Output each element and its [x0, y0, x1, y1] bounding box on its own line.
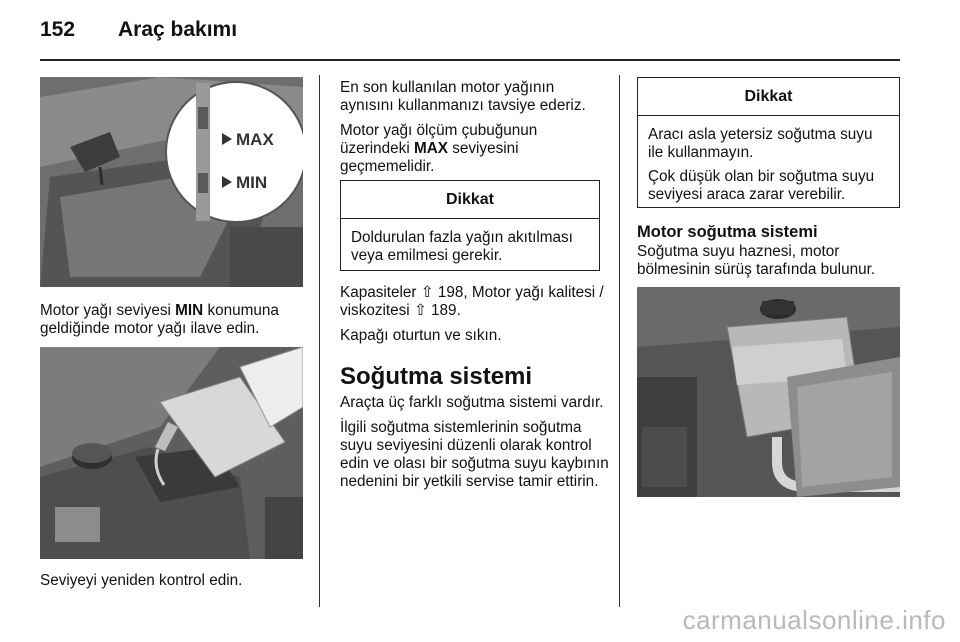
notice-box-2: [637, 77, 900, 208]
paragraph-max-level-max: MAX: [413, 140, 448, 157]
header-rule: [40, 59, 900, 61]
page-ref-189: 189: [431, 302, 457, 319]
oil-filling-illustration: [40, 347, 303, 559]
subheading-engine-cooling: Motor soğutma sistemi: [637, 223, 818, 241]
oil-filling-photo: [40, 347, 303, 559]
paragraph-same-oil: En son kullanılan motor yağının aynısını kullanmanızı tavsiye ederiz.: [340, 79, 586, 114]
coolant-reservoir-illustration: [637, 287, 900, 497]
column2-text-top: [340, 79, 608, 183]
column-divider-1: [319, 75, 320, 607]
caption-oil-level: [40, 302, 310, 338]
coolant-reservoir-photo: [637, 287, 900, 497]
paragraph-three-systems: Araçta üç farklı soğutma sistemi vardır.: [340, 394, 604, 411]
dipstick-max-label: MAX: [236, 130, 274, 149]
notice-box-2-text-2: Çok düşük olan bir soğutma suyu seviyesi araca zarar verebilir.: [648, 168, 875, 203]
notice-box-1-text: Doldurulan fazla yağın akıtılması veya emilmesi gerekir.: [351, 229, 573, 264]
paragraph-coolant-reservoir: Soğutma suyu haznesi, motor bölmesinin sürüş tarafında bulunur.: [637, 243, 876, 278]
notice-box-2-title: Dikkat: [638, 78, 899, 116]
caption-oil-level-text-a: Motor yağı seviyesi: [40, 302, 176, 319]
dipstick-min-label: MIN: [236, 173, 268, 192]
notice-box-2-text-1: Aracı asla yetersiz soğutma suyu ile kullanmayın.: [648, 126, 873, 161]
paragraph-capacities-text-c: .: [456, 302, 461, 319]
caption-oil-level-text-b: konumuna geldiğinde motor yağı ilave edin.: [40, 302, 279, 337]
paragraph-cap-tighten: Kapağı oturtun ve sıkın.: [340, 327, 502, 344]
column2-text-mid: [340, 284, 608, 352]
column2-text-bottom: [340, 394, 612, 498]
paragraph-max-level-text-b: seviyesini geçmemelidir.: [340, 140, 519, 175]
chapter-title: Araç bakımı: [118, 18, 238, 41]
notice-box-1: [340, 180, 600, 271]
oil-dipstick-photo: [40, 77, 303, 287]
paragraph-max-level: [340, 122, 608, 176]
paragraph-capacities-text-a: Kapasiteler: [340, 284, 421, 301]
paragraph-capacities-text-b: , Motor yağı kalitesi / viskozitesi: [340, 284, 604, 319]
page-ref-icon: ⇧: [413, 302, 427, 319]
paragraph-check-coolant: İlgili soğutma sistemlerinin soğutma suyu seviyesini düzenli olarak kontrol edin ve olası bir soğutma suyu kaybının nedenini bir yetkili servise tamir ettirin.: [340, 419, 609, 490]
paragraph-max-level-text-a: Motor yağı ölçüm çubuğunun üzerindeki: [340, 122, 538, 157]
engine-dipstick-illustration: [40, 77, 303, 287]
column-divider-2: [619, 75, 620, 607]
notice-box-2-body: [638, 116, 899, 216]
watermark: carmanualsonline.info: [682, 605, 946, 635]
caption-oil-level-min: MIN: [175, 302, 204, 319]
notice-box-1-body: [341, 219, 599, 277]
page-header: [40, 18, 237, 48]
page-ref-icon: ⇧: [420, 284, 434, 301]
section-heading-cooling: Soğutma sistemi: [340, 363, 533, 390]
page-number: 152: [40, 18, 76, 41]
caption-recheck: Seviyeyi yeniden kontrol edin.: [40, 572, 243, 589]
notice-box-1-title: Dikkat: [341, 181, 599, 219]
paragraph-capacities: [340, 284, 608, 320]
page-ref-198: 198: [437, 284, 464, 301]
